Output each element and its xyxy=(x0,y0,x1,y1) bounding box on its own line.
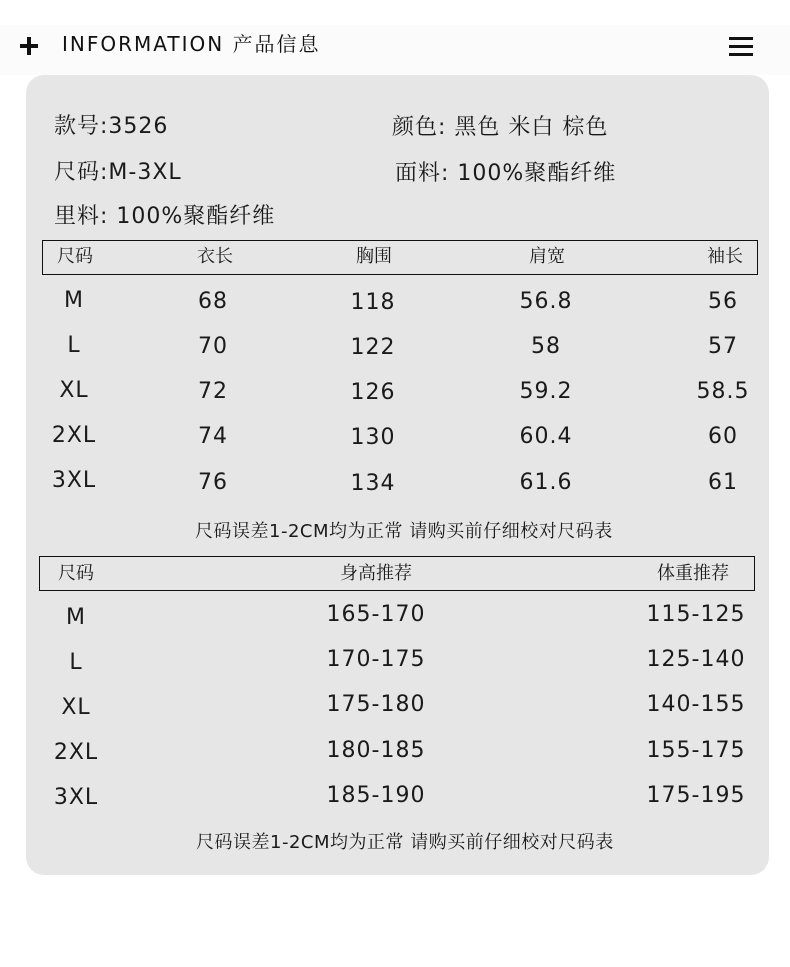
fit-table-header-size: 尺码 xyxy=(58,563,94,584)
size-cell: M xyxy=(66,605,86,630)
size-cell: 2XL xyxy=(53,740,99,765)
style-number: 款号:3526 xyxy=(54,114,169,139)
size-table-header-size: 尺码 xyxy=(57,246,93,267)
size-table-header-shoulder: 肩宽 xyxy=(529,246,565,267)
height-cell: 180-185 xyxy=(326,738,426,763)
size-table-header-length: 衣长 xyxy=(197,246,233,267)
weight-cell: 140-155 xyxy=(646,692,746,717)
chest-cell: 134 xyxy=(350,471,396,496)
height-cell: 165-170 xyxy=(326,602,426,627)
chest-cell: 118 xyxy=(350,290,396,315)
weight-cell: 155-175 xyxy=(646,738,746,763)
chest-cell: 130 xyxy=(350,425,396,450)
shoulder-cell: 59.2 xyxy=(519,379,573,404)
shoulder-cell: 60.4 xyxy=(519,424,573,449)
size-cell: L xyxy=(69,650,83,675)
fit-table-header-height: 身高推荐 xyxy=(340,563,412,584)
length-cell: 74 xyxy=(198,424,228,449)
shoulder-cell: 56.8 xyxy=(519,289,573,314)
height-cell: 170-175 xyxy=(326,647,426,672)
page-title: INFORMATION 产品信息 xyxy=(62,32,321,56)
sleeve-cell: 58.5 xyxy=(696,379,750,404)
sleeve-cell: 56 xyxy=(708,289,738,314)
size-cell: 2XL xyxy=(51,423,97,448)
size-cell: L xyxy=(67,333,81,358)
chest-cell: 126 xyxy=(350,380,396,405)
height-cell: 175-180 xyxy=(326,692,426,717)
fit-table-note: 尺码误差1-2CM均为正常 请购买前仔细校对尺码表 xyxy=(196,832,614,853)
weight-cell: 115-125 xyxy=(646,602,746,627)
plus-icon[interactable] xyxy=(20,37,38,55)
lining: 里料: 100%聚酯纤维 xyxy=(54,204,276,229)
shoulder-cell: 61.6 xyxy=(519,470,573,495)
length-cell: 76 xyxy=(198,470,228,495)
colors: 颜色: 黑色 米白 棕色 xyxy=(392,115,609,140)
sleeve-cell: 57 xyxy=(708,334,738,359)
fit-table-header-weight: 体重推荐 xyxy=(657,563,729,584)
size-table-header-sleeve: 袖长 xyxy=(707,246,743,267)
sleeve-cell: 61 xyxy=(708,470,738,495)
size-cell: 3XL xyxy=(53,785,99,810)
sleeve-cell: 60 xyxy=(708,424,738,449)
length-cell: 70 xyxy=(198,334,228,359)
length-cell: 72 xyxy=(198,379,228,404)
size-cell: XL xyxy=(61,695,91,720)
size-cell: M xyxy=(64,288,84,313)
size-table-note: 尺码误差1-2CM均为正常 请购买前仔细校对尺码表 xyxy=(195,521,613,542)
weight-cell: 175-195 xyxy=(646,783,746,808)
chest-cell: 122 xyxy=(350,335,396,360)
fabric: 面料: 100%聚酯纤维 xyxy=(395,161,617,186)
shoulder-cell: 58 xyxy=(531,334,561,359)
size-range: 尺码:M-3XL xyxy=(54,160,182,185)
size-cell: 3XL xyxy=(51,468,97,493)
menu-icon[interactable] xyxy=(729,37,753,57)
length-cell: 68 xyxy=(198,289,228,314)
size-table-header-chest: 胸围 xyxy=(356,246,392,267)
size-table-header xyxy=(42,240,758,275)
weight-cell: 125-140 xyxy=(646,647,746,672)
size-cell: XL xyxy=(59,378,89,403)
height-cell: 185-190 xyxy=(326,783,426,808)
